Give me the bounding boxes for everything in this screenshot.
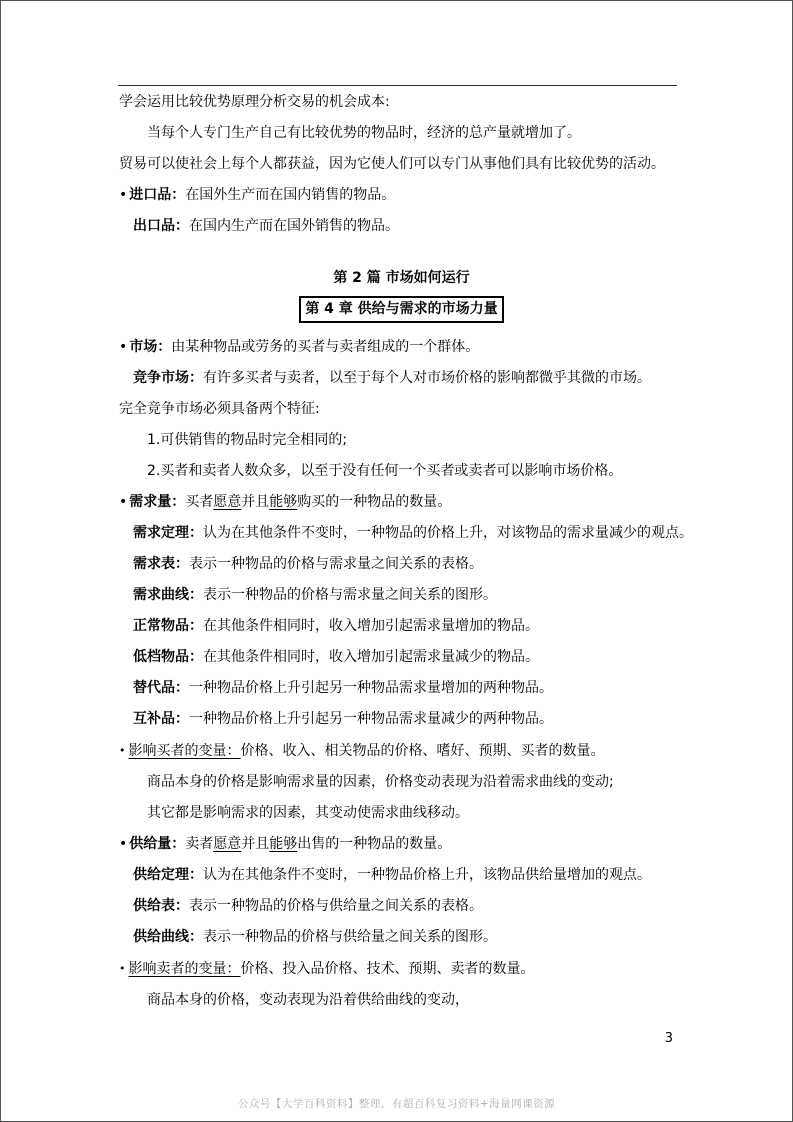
text-run: 出口品： [133, 218, 189, 234]
text-run: 在其他条件相同时，收入增加引起需求量增加的物品。 [203, 618, 539, 634]
bullet-icon: • [119, 187, 128, 203]
paragraph [119, 953, 684, 985]
text-run: 能够 [269, 494, 298, 510]
text-run: 卖者 [185, 836, 214, 852]
paragraph [119, 673, 684, 704]
text-run: 需求量： [129, 494, 186, 510]
paragraph [119, 860, 684, 891]
paragraph [119, 363, 684, 394]
paragraph [119, 891, 684, 922]
paragraph [119, 735, 684, 767]
text-run: 表示一种物品的价格与供给量之间关系的表格。 [189, 898, 483, 914]
text-run: 影响卖者的变量： [128, 961, 241, 977]
paragraph [119, 518, 693, 549]
paragraph [119, 487, 684, 518]
text-run: 竞争市场： [133, 370, 203, 386]
text-run: 买者 [185, 494, 214, 510]
text-run: 2.买者和卖者人数众多，以至于没有任何一个买者或卖者可以影响市场价格。 [147, 463, 623, 479]
text-run: 表示一种物品的价格与需求量之间关系的图形。 [203, 587, 497, 603]
paragraph [119, 118, 684, 149]
paragraph [119, 211, 684, 242]
page-number: 3 [664, 1031, 673, 1046]
text-run: 表示一种物品的价格与供给量之间关系的图形。 [203, 929, 497, 945]
text-run: 能够 [269, 836, 298, 852]
bullet-icon: • [119, 494, 128, 510]
text-run: 愿意 [213, 494, 242, 510]
text-run: 需求表： [133, 556, 189, 572]
text-run: 1.可供销售的物品时完全相同的; [147, 432, 348, 448]
text-run: 并且 [241, 836, 270, 852]
text-run: 出售的一种物品的数量。 [297, 836, 452, 852]
text-run: 替代品： [133, 680, 189, 696]
text-run: 在国内生产而在国外销售的物品。 [189, 218, 399, 234]
paragraph [119, 642, 684, 673]
footer-text: 公众号【大学百科资料】整理，有超百科复习资料+海量网课资源 [237, 1098, 556, 1110]
section-heading [119, 263, 684, 294]
paragraph [119, 149, 684, 180]
paragraph [119, 180, 684, 211]
paragraph [119, 394, 684, 425]
paragraph [119, 611, 684, 642]
text-run: 进口品： [129, 187, 186, 203]
text-run: 愿意 [213, 836, 242, 852]
paragraph [119, 922, 684, 953]
text-run: 当每个人专门生产自己有比较优势的物品时，经济的总产量就增加了。 [147, 125, 581, 141]
text-run: 影响买者的变量： [128, 743, 241, 759]
paragraph [119, 456, 684, 487]
paragraph [119, 829, 684, 860]
text-run: 学会运用比较优势原理分析交易的机会成本: [119, 94, 390, 110]
text-run: 正常物品： [133, 618, 203, 634]
text-run: 有许多买者与卖者，以至于每个人对市场价格的影响都微乎其微的市场。 [203, 370, 651, 386]
text-run: 第 4 章 供给与需求的市场力量 [305, 301, 498, 317]
text-run: 表示一种物品的价格与需求量之间关系的表格。 [189, 556, 483, 572]
text-run: 购买的一种物品的数量。 [297, 494, 452, 510]
text-run: 并且 [241, 494, 270, 510]
bullet-icon: • [119, 339, 128, 355]
text-run: 完全竞争市场必须具备两个特征: [119, 401, 320, 417]
text-run: 供给定理： [133, 867, 203, 883]
text-run: 在国外生产而在国内销售的物品。 [185, 187, 396, 203]
paragraph [119, 704, 684, 735]
text-run: 一种物品价格上升引起另一种物品需求量减少的两种物品。 [189, 711, 553, 727]
text-run: 认为在其他条件不变时，一种物品价格上升，该物品供给量增加的观点。 [203, 867, 651, 883]
paragraph [119, 549, 684, 580]
paragraph [119, 425, 684, 456]
text-run: 其它都是影响需求的因素，其变动使需求曲线移动。 [147, 805, 469, 821]
text-run: 一种物品价格上升引起另一种物品需求量增加的两种物品。 [189, 680, 553, 696]
bullet-icon: • [119, 962, 126, 975]
text-run: 商品本身的价格，变动表现为沿着供给曲线的变动， [147, 992, 469, 1008]
text-run: 需求曲线： [133, 587, 203, 603]
text-run: 供给表： [133, 898, 189, 914]
paragraph [119, 767, 684, 798]
chapter-heading-box [299, 296, 503, 323]
paragraph [119, 580, 684, 611]
text-run: 由某种物品或劳务的买者与卖者组成的一个群体。 [171, 339, 480, 355]
section-heading [119, 294, 684, 325]
text-run: 认为在其他条件不变时，一种物品的价格上升，对该物品的需求量减少的观点。 [203, 525, 693, 541]
bullet-icon: • [119, 836, 128, 852]
document-body [119, 87, 693, 1016]
text-run: 需求定理： [133, 525, 203, 541]
text-run: 价格、收入、相关物品的价格、嗜好、预期、买者的数量。 [240, 743, 605, 759]
text-run: 商品本身的价格是影响需求量的因素，价格变动表现为沿着需求曲线的变动; [147, 774, 614, 790]
text-run: 供给量： [129, 836, 186, 852]
paragraph [119, 332, 684, 363]
paragraph [119, 798, 684, 829]
text-run: 市场： [129, 339, 172, 355]
bullet-icon: • [119, 744, 126, 757]
text-run: 互补品： [133, 711, 189, 727]
text-run: 低档物品： [133, 649, 203, 665]
text-run: 第 2 篇 市场如何运行 [333, 270, 470, 286]
header-rule [118, 85, 677, 86]
paragraph [119, 87, 684, 118]
paragraph [119, 985, 684, 1016]
text-run: 在其他条件相同时，收入增加引起需求量减少的物品。 [203, 649, 539, 665]
text-run: 贸易可以使社会上每个人都获益，因为它使人们可以专门从事他们具有比较优势的活动。 [119, 156, 665, 172]
text-run: 价格、投入品价格、技术、预期、卖者的数量。 [240, 961, 535, 977]
text-run: 供给曲线： [133, 929, 203, 945]
